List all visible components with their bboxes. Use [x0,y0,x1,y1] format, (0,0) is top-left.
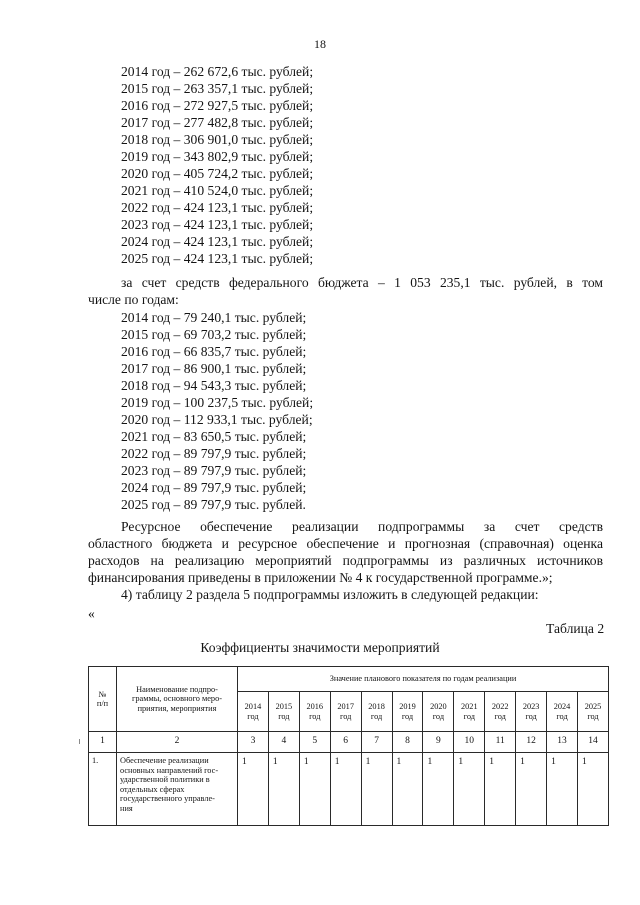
year-header-suffix: год [556,711,568,721]
coefficient-value-cell: 1 [238,753,269,826]
federal-year-line: 2019 год – 100 237,5 тыс. рублей; [121,395,314,410]
column-number-cell: 12 [516,732,547,753]
activity-name-cell [117,753,238,826]
regional-year-line: 2016 год – 272 927,5 тыс. рублей; [121,98,314,113]
col-number-header-line2: п/п [96,699,109,708]
coefficient-value-cell: 1 [299,753,330,826]
significance-coefficients-table [88,666,609,826]
year-header-cell [361,692,392,732]
column-number-cell: 5 [299,732,330,753]
federal-year-line: 2022 год – 89 797,9 тыс. рублей; [121,446,307,461]
column-number-cell: 1 [89,732,117,753]
col-name-header-line3: приятия, мероприятия [137,703,217,713]
year-header-suffix: год [525,711,537,721]
year-header-value: 2025 [584,701,602,711]
column-number-cell: 9 [423,732,454,753]
resource-line-4: финансирования приведены в приложении № 4 к государственной программе.»; [88,570,553,585]
column-number-cell: 11 [485,732,516,753]
coefficient-value-cell: 1 [361,753,392,826]
activity-name-line: государственного управле- [120,794,215,803]
year-header-value: 2024 [553,701,571,711]
column-number-cell: 4 [268,732,299,753]
year-header-cell [485,692,516,732]
year-header-value: 2017 [337,701,354,711]
federal-year-line: 2025 год – 89 797,9 тыс. рублей. [121,497,306,512]
regional-year-line: 2017 год – 277 482,8 тыс. рублей; [121,115,314,130]
year-header-value: 2015 [275,701,293,711]
year-header-suffix: год [432,711,445,721]
col-values-header: Значение планового показателя по годам реализации [238,667,609,692]
federal-intro-line1: за счет средств федерального бюджета – 1 053 235,1 тыс. рублей, в том [121,275,603,290]
year-header-suffix: год [587,711,599,721]
page-number: 18 [314,37,326,51]
year-header-value: 2023 [522,701,540,711]
table-label: Таблица 2 [546,621,605,636]
col-name-header-line1: Наименование подпро- [136,684,218,694]
activity-name-line: Обеспечение реализации [120,756,209,765]
col-number-header-line1: № [98,689,107,699]
year-header-cell [454,692,485,732]
regional-year-line: 2014 год – 262 672,6 тыс. рублей; [121,64,314,79]
regional-year-line: 2023 год – 424 123,1 тыс. рублей; [121,217,314,232]
regional-year-line: 2024 год – 424 123,1 тыс. рублей; [121,234,314,249]
regional-year-line: 2022 год – 424 123,1 тыс. рублей; [121,200,314,215]
year-header-cell [547,692,578,732]
year-header-suffix: год [340,711,352,721]
resource-line-3: расходов на реализацию мероприятий подпрограммы из различных источников [88,553,603,568]
col-name-header-line2: граммы, основного меро- [131,694,222,704]
federal-year-line: 2023 год – 89 797,9 тыс. рублей; [121,463,307,478]
activity-name-line: отдельных сферах [120,784,185,794]
year-header-cell [299,692,330,732]
regional-year-line: 2019 год – 343 802,9 тыс. рублей; [121,149,314,164]
activity-name-line: ударственной политики в [120,775,210,784]
federal-year-line: 2015 год – 69 703,2 тыс. рублей; [121,327,307,342]
year-header-suffix: год [401,711,414,721]
table-title: Коэффициенты значимости мероприятий [200,640,440,655]
year-header-suffix: год [494,711,506,721]
regional-year-line: 2018 год – 306 901,0 тыс. рублей; [121,132,314,147]
table-row [89,753,609,826]
regional-year-line: 2025 год – 424 123,1 тыс. рублей; [121,251,314,266]
year-header-value: 2014 [244,701,262,711]
activity-name-line: основных направлений гос- [120,765,219,775]
opening-quote: « [88,606,95,621]
column-number-cell: 6 [330,732,361,753]
year-header-suffix: год [247,711,259,721]
federal-year-line: 2021 год – 83 650,5 тыс. рублей; [121,429,307,444]
federal-year-line: 2024 год – 89 797,9 тыс. рублей; [121,480,307,495]
resource-paragraph [88,518,603,586]
amendment-item-4: 4) таблицу 2 раздела 5 подпрограммы изложить в следующей редакции: [121,587,539,602]
year-header-cell [238,692,269,732]
table-header-row-1 [89,667,609,692]
federal-year-line: 2016 год – 66 835,7 тыс. рублей; [121,344,307,359]
year-header-suffix: год [370,711,383,721]
column-number-cell: 2 [117,732,238,753]
coefficient-value-cell: 1 [577,753,608,826]
resource-line-1: Ресурсное обеспечение реализации подпрограммы за счет средств [121,519,603,534]
coefficient-value-cell: 1 [547,753,578,826]
year-header-cell [516,692,547,732]
column-number-cell: 13 [547,732,578,753]
coefficient-value-cell: 1 [268,753,299,826]
federal-budget-intro [88,274,603,308]
year-header-cell [392,692,423,732]
coefficient-value-cell: 1 [485,753,516,826]
regional-year-line: 2021 год – 410 524,0 тыс. рублей; [121,183,314,198]
row-number-cell: 1. [89,753,117,826]
coefficient-value-cell: 1 [330,753,361,826]
year-header-value: 2020 [430,701,447,711]
col-name-header [117,667,238,732]
table-column-numbers-row [89,732,609,753]
year-header-value: 2016 [306,701,324,711]
regional-year-line: 2015 год – 263 357,1 тыс. рублей; [121,81,314,96]
year-header-suffix: год [309,711,321,721]
year-header-suffix: год [463,711,475,721]
year-header-cell [330,692,361,732]
col-number-header [89,667,117,732]
column-number-cell: 3 [238,732,269,753]
year-header-value: 2019 [399,701,416,711]
federal-year-line: 2014 год – 79 240,1 тыс. рублей; [121,310,307,325]
column-number-cell: 8 [392,732,423,753]
column-number-cell: 14 [577,732,608,753]
activity-name-line: ния [120,803,133,813]
year-header-value: 2022 [491,701,509,711]
year-header-value: 2018 [368,701,385,711]
year-header-cell [268,692,299,732]
federal-year-line: 2018 год – 94 543,3 тыс. рублей; [121,378,307,393]
regional-year-line: 2020 год – 405 724,2 тыс. рублей; [121,166,314,181]
federal-year-line: 2017 год – 86 900,1 тыс. рублей; [121,361,307,376]
federal-intro-line2: числе по годам: [88,292,179,307]
column-number-cell: 10 [454,732,485,753]
coefficient-value-cell: 1 [454,753,485,826]
year-header-cell [423,692,454,732]
federal-year-line: 2020 год – 112 933,1 тыс. рублей; [121,412,313,427]
coefficient-value-cell: 1 [392,753,423,826]
year-header-cell [577,692,608,732]
scan-speck [79,739,80,744]
year-header-suffix: год [278,711,290,721]
column-number-cell: 7 [361,732,392,753]
coefficient-value-cell: 1 [516,753,547,826]
resource-line-2: областного бюджета и ресурсное обеспечение и прогнозная (справочная) оценка [88,536,603,551]
year-header-value: 2021 [461,701,478,711]
coefficient-value-cell: 1 [423,753,454,826]
